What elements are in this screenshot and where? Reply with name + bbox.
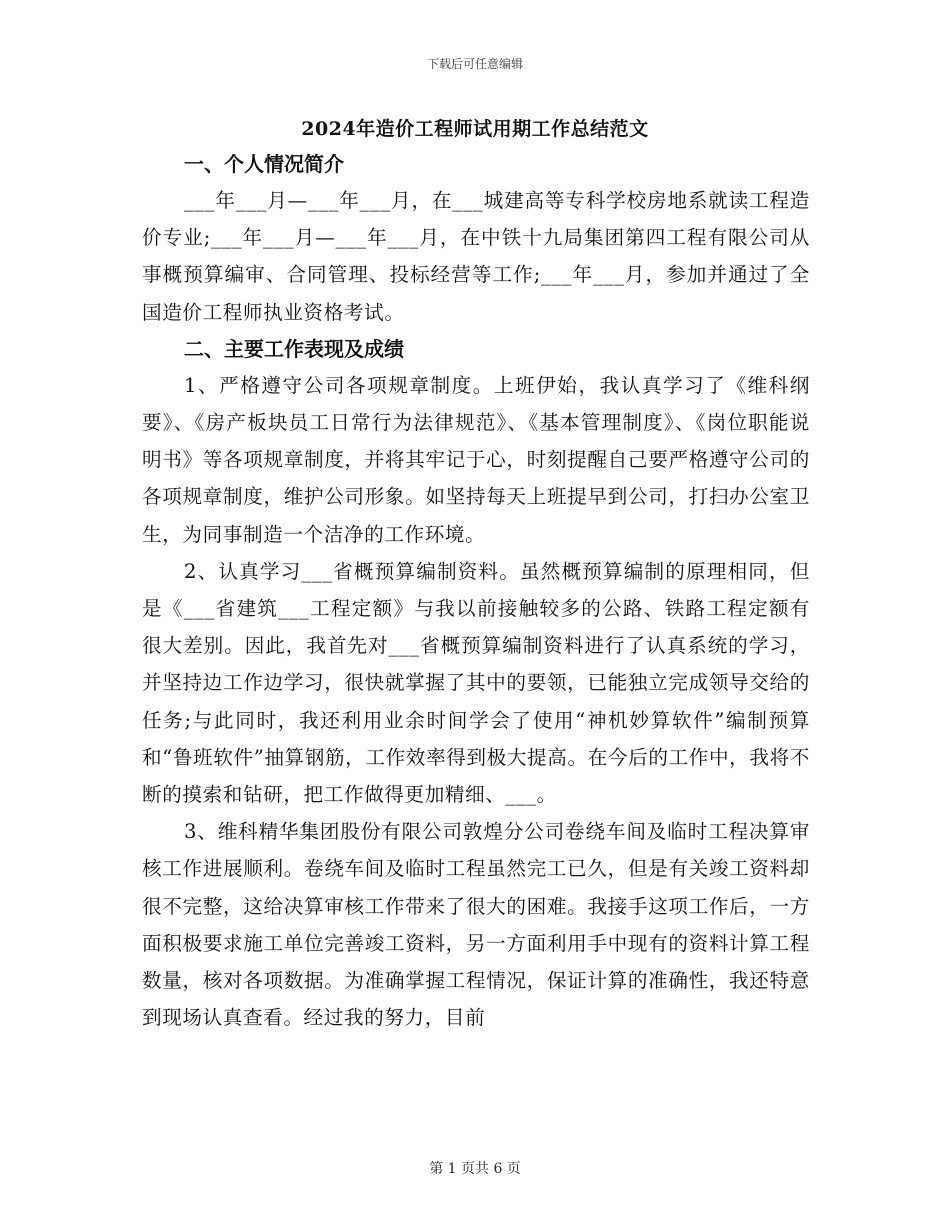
paragraph-personal-intro: ___年___月—___年___月，在___城建高等专科学校房地系就读工程造价专业;___年___月—___年___月，在中铁十九局集团第四工程有限公司从事概预算编审、合同管理、投标经营等工作;___年___月，参加并通过了全国造价工程师执业资格考试。 [142,189,810,324]
document-title: 2024年造价工程师试用期工作总结范文 [301,118,649,140]
document-body [142,146,810,1036]
page-header: 下载后可任意编辑 [426,57,523,71]
section-heading-work-performance: 二、主要工作表现及成绩 [184,336,404,361]
section-heading-personal-intro: 一、个人情况简介 [184,152,344,176]
paragraph-budget-study: 2、认真学习___省概预算编制资料。虽然概预算编制的原理相同，但是《___省建筑___工程定额》与我以前接触较多的公路、铁路工程定额有很大差别。因此，我首先对___省概预算编制资料进行了认真系统的学习，并坚持边工作边学习，很快就掌握了其中的要领，已能独立完成领导交给的任务;与此同时，我还利用业余时间学会了使用“神机妙算软件”编制预算和“鲁班软件”抽算钢筋，工作效率得到极大提高。在今后的工作中，我将不断的摸索和钻研，把工作做得更加精细、___。 [142,559,810,807]
paragraph-settlement-review: 3、维科精华集团股份有限公司敦煌分公司卷绕车间及临时工程决算审核工作进展顺利。卷绕车间及临时工程虽然完工已久，但是有关竣工资料却很不完整，这给决算审核工作带来了很大的困难。我接手这项工作后，一方面积极要求施工单位完善竣工资料，另一方面利用手中现有的资料计算工程数量，核对各项数据。为准确掌握工程情况，保证计算的准确性，我还特意到现场认真查看。经过我的努力，目前 [142,820,810,1030]
page-footer: 第 1 页共 6 页 [429,1161,521,1177]
paragraph-rules-compliance: 1、严格遵守公司各项规章制度。上班伊始，我认真学习了《维科纲要》、《房产板块员工日常行为法律规范》、《基本管理制度》、《岗位职能说明书》等各项规章制度，并将其牢记于心，时刻提醒自己要严格遵守公司的各项规章制度，维护公司形象。如坚持每天上班提早到公司，打扫办公室卫生，为同事制造一个洁净的工作环境。 [142,373,810,546]
